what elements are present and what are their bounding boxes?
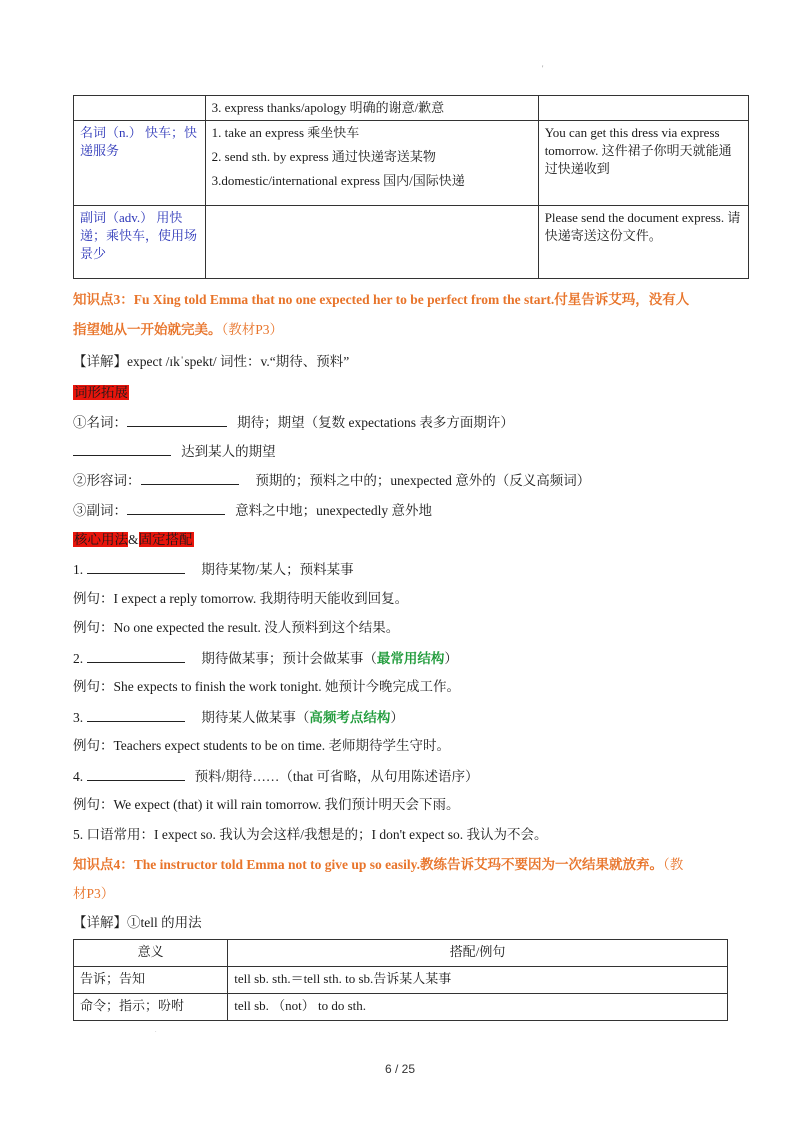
usage-number: 3. (73, 710, 84, 725)
table-header-row (74, 940, 728, 967)
usage-number: 4. (73, 769, 84, 784)
form-adv-label: ③副词： (73, 503, 127, 518)
form-noun-desc: 期待；期望（复数 expectations 表多方面期许） (237, 415, 514, 430)
form-noun-phrase (73, 441, 276, 462)
core-label-amp: & (128, 532, 139, 547)
kp3-detail: 【详解】expect /ɪkˈspekt/ 词性：v.“期待、预料” (73, 354, 350, 369)
example-cell (538, 96, 748, 121)
usage-number: 1. (73, 562, 84, 577)
table-row (74, 121, 749, 206)
kp4-title-line (73, 855, 683, 875)
answer-blank[interactable] (73, 441, 171, 456)
table-row (74, 994, 728, 1021)
kp3-title-cont: 指望她从一开始就完美。 (73, 322, 222, 337)
example-cell (538, 121, 748, 206)
example-4: 例句：We expect (that) it will rain tomorrow. 我们预计明天会下雨。 (73, 797, 460, 812)
form-adj-desc: 预期的；预料之中的；unexpected 意外的（反义高频词） (255, 473, 591, 488)
answer-blank[interactable] (87, 648, 185, 663)
form-adv (73, 500, 432, 521)
meaning-cell (74, 96, 206, 121)
usage-cell (205, 206, 538, 279)
table-row (74, 967, 728, 994)
usage-line: 3.domestic/international express 国内/国际快递 (211, 173, 465, 188)
form-adv-desc: 意料之中地；unexpectedly 意外地 (235, 503, 432, 518)
core-heading (73, 530, 194, 550)
forms-heading (73, 383, 129, 403)
core-label-b: 固定搭配 (138, 532, 193, 547)
usage-cell (205, 96, 538, 121)
example-1b: 例句：No one expected the result. 没人预料到这个结果。 (73, 620, 400, 635)
meaning-cell (74, 121, 206, 206)
usage-cell (205, 121, 538, 206)
example-text: You can get this dress via express tomorrow. 这件裙子你明天就能通过快递收到 (544, 125, 732, 176)
form-noun-phrase-desc: 达到某人的期望 (181, 444, 276, 459)
example-text: Please send the document express. 请快递寄送这份文件。 (544, 210, 741, 243)
form-adj (73, 470, 590, 491)
forms-label: 词形拓展 (74, 385, 128, 400)
usage-line: 2. send sth. by express 通过快递寄送某物 (211, 149, 436, 164)
usage-close: ） (390, 710, 404, 725)
collocation-cell: tell sb. （not） to do sth. (228, 994, 728, 1021)
usage-3 (73, 707, 404, 728)
usage-desc: 预料/期待……（that 可省略，从句用陈述语序） (194, 769, 479, 784)
usage-close: ） (444, 651, 458, 666)
answer-blank[interactable] (87, 707, 185, 722)
meaning-text: 副词（adv.） 用快递；乘快车，使用场景少 (80, 210, 198, 261)
kp4-source-a: （教 (663, 857, 684, 872)
answer-blank[interactable] (87, 559, 185, 574)
example-cell (538, 206, 748, 279)
answer-blank[interactable] (87, 766, 185, 781)
usage-4 (73, 766, 479, 787)
form-noun-label: ①名词： (73, 415, 127, 430)
kp4-source-b: 材P3） (73, 886, 115, 901)
kp3-title-line2 (73, 320, 283, 340)
core-label (73, 532, 194, 547)
collocation-cell: tell sb. sth.＝tell sth. to sb.告诉某人某事 (228, 967, 728, 994)
table-row (74, 96, 749, 121)
header-mark: ' (542, 64, 544, 73)
usage-highlight: 最常用结构 (376, 651, 445, 666)
usage-desc: 期待做某事；预计会做某事（ (201, 651, 377, 666)
kp4-title: 知识点4：The instructor told Emma not to give up so easily.教练告诉艾玛不要因为一次结果就放弃。 (73, 857, 664, 872)
page-number: 6 / 25 (384, 1062, 416, 1076)
example-2: 例句：She expects to finish the work tonight. 她预计今晚完成工作。 (73, 679, 460, 694)
table-row (74, 206, 749, 279)
usage-desc: 期待某物/某人；预料某事 (201, 562, 354, 577)
usage-5: 5. 口语常用：I expect so. 我认为会这样/我想是的；I don't expect so. 我认为不会。 (73, 827, 548, 842)
meaning-cell: 命令；指示；吩咐 (74, 994, 228, 1021)
column-header: 搭配/例句 (228, 940, 728, 967)
meaning-text: 名词（n.） 快车；快递服务 (80, 125, 198, 158)
column-header: 意义 (74, 940, 228, 967)
kp3-title: 知识点3：Fu Xing told Emma that no one expected her to be perfect from the start.付星告诉艾玛，没有人 (73, 292, 690, 307)
example-3: 例句：Teachers expect students to be on time. 老师期待学生守时。 (73, 738, 450, 753)
usage-1 (73, 559, 354, 580)
usage-2 (73, 648, 458, 669)
example-1a: 例句：I expect a reply tomorrow. 我期待明天能收到回复。 (73, 591, 409, 606)
footer-dot: . (155, 1028, 157, 1034)
meaning-cell (74, 206, 206, 279)
kp3-source: （教材P3） (221, 322, 284, 337)
usage-desc: 期待某人做某事（ (201, 710, 310, 725)
answer-blank[interactable] (127, 412, 227, 427)
form-adj-label: ②形容词： (73, 473, 141, 488)
tell-usage-table (73, 939, 728, 1021)
express-usage-table (73, 95, 749, 279)
meaning-cell: 告诉；告知 (74, 967, 228, 994)
kp4-detail: 【详解】①tell 的用法 (73, 915, 202, 930)
core-label-a: 核心用法 (74, 532, 128, 547)
answer-blank[interactable] (127, 500, 225, 515)
answer-blank[interactable] (141, 470, 239, 485)
usage-line: 1. take an express 乘坐快车 (211, 125, 360, 140)
usage-line: 3. express thanks/apology 明确的谢意/歉意 (211, 100, 445, 115)
usage-number: 2. (73, 651, 84, 666)
usage-highlight: 高频考点结构 (309, 710, 391, 725)
form-noun (73, 412, 514, 433)
